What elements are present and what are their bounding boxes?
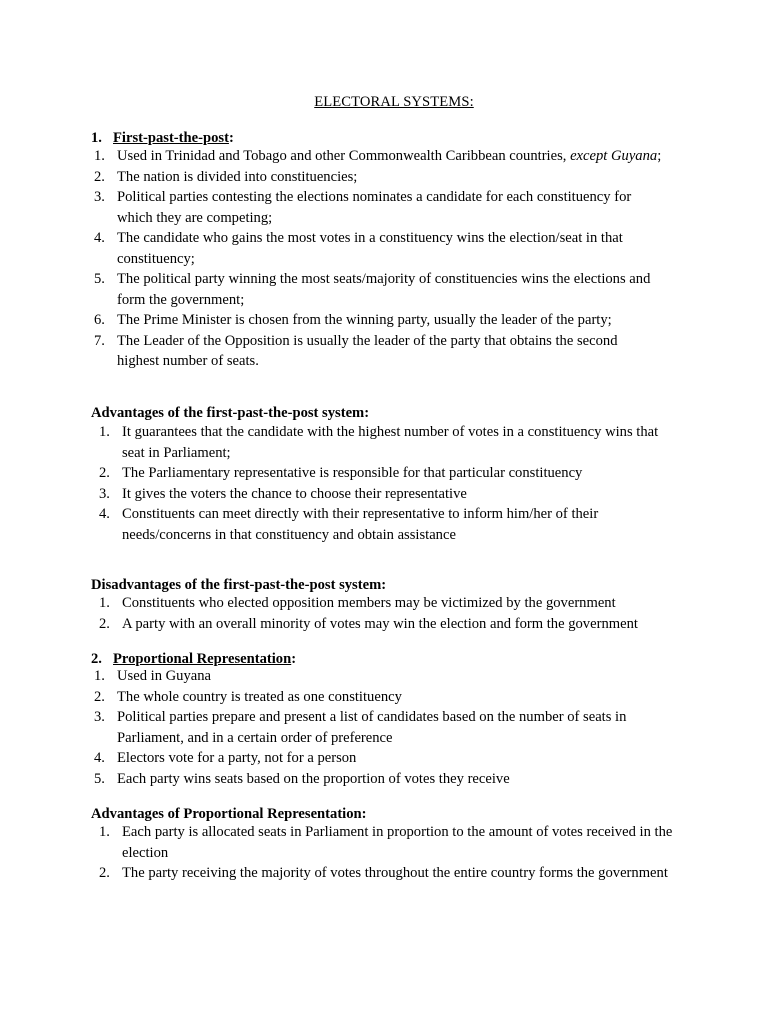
item-text: Political parties prepare and present a list of candidates based on the number of seats in Parliament, and in a certain order of preference (117, 709, 627, 746)
list-item (99, 504, 682, 545)
section1-title: First-past-the-post (113, 130, 229, 146)
list-item (94, 167, 662, 188)
item-text: The candidate who gains the most votes in a constituency wins the election/seat in that constituency; (117, 230, 623, 267)
item-number: 1. (99, 595, 110, 611)
item-text: It guarantees that the candidate with the highest number of votes in a constituency wins that seat in Parliament; (122, 424, 659, 461)
item-text: The Prime Minister is chosen from the winning party, usually the leader of the party; (117, 312, 612, 328)
section2-number: 2. (91, 651, 102, 667)
list-item (94, 666, 662, 687)
item-text: The Leader of the Opposition is usually the leader of the party that obtains the second highest number of seats. (117, 332, 618, 369)
item-text: Constituents who elected opposition members may be victimized by the government (122, 595, 616, 611)
item-text: The party receiving the majority of votes throughout the entire country forms the government (122, 865, 668, 881)
list-item (94, 687, 662, 708)
section1-colon: : (228, 130, 234, 146)
item-number: 3. (94, 709, 105, 725)
item-text: Each party wins seats based on the proportion of votes they receive (117, 770, 510, 787)
item-text: The whole country is treated as one constituency (117, 688, 402, 705)
section1-heading (91, 130, 234, 147)
list-item (94, 769, 662, 790)
list-item (99, 422, 682, 463)
item-number: 2. (94, 688, 105, 705)
item-number: 1. (99, 824, 110, 840)
section1-list (94, 146, 662, 372)
adv2-heading: Advantages of Proportional Representation: (91, 806, 367, 822)
list-item (94, 707, 662, 748)
list-item (99, 822, 682, 863)
item-text: The political party winning the most seats/majority of constituencies wins the elections and form the government; (117, 271, 651, 308)
page-title: ELECTORAL SYSTEMS: (314, 94, 474, 110)
list-item (94, 310, 662, 331)
section1-number: 1. (91, 130, 102, 146)
list-item (94, 748, 662, 769)
adv1-heading: Advantages of the first-past-the-post system: (91, 405, 370, 421)
item-emphasis: except Guyana (570, 148, 658, 164)
list-item (99, 593, 702, 614)
adv1-list (99, 422, 682, 545)
item-text: The Parliamentary representative is responsible for that particular constituency (122, 465, 583, 481)
item-number: 3. (99, 485, 110, 502)
section2-title: Proportional Representation (113, 651, 292, 667)
list-item (99, 484, 682, 505)
item-number: 2. (94, 168, 105, 185)
item-text: Constituents can meet directly with their representative to inform him/her of their needs/concerns in that constituency and obtain assistance (122, 506, 599, 543)
item-text: Electors vote for a party, not for a person (117, 750, 357, 766)
item-text: It gives the voters the chance to choose their representative (122, 485, 467, 502)
item-number: 5. (94, 271, 105, 287)
item-text: Political parties contesting the elections nominates a candidate for each constituency for which they are competing; (117, 189, 632, 226)
item-number: 7. (94, 332, 105, 349)
list-item (99, 863, 682, 884)
list-item (94, 331, 662, 372)
section2-colon: : (291, 651, 297, 667)
item-number: 3. (94, 189, 105, 205)
list-item (99, 614, 702, 635)
item-text: Each party is allocated seats in Parliament in proportion to the amount of votes received in the election (122, 824, 673, 861)
dis1-list (99, 593, 702, 634)
item-number: 6. (94, 312, 105, 328)
list-item (94, 187, 662, 228)
item-number: 2. (99, 615, 110, 632)
item-number: 1. (99, 424, 110, 440)
item-number: 2. (99, 865, 110, 881)
section2-list (94, 666, 662, 789)
list-item (94, 228, 662, 269)
item-text: Used in Guyana (117, 668, 212, 684)
list-item (94, 269, 662, 310)
item-text: Used in Trinidad and Tobago and other Commonwealth Caribbean countries, (117, 148, 571, 164)
list-item (99, 463, 682, 484)
item-number: 1. (94, 668, 105, 684)
item-text: A party with an overall minority of votes may win the election and form the government (122, 615, 638, 632)
item-number: 1. (94, 148, 105, 164)
dis1-heading: Disadvantages of the first-past-the-post system: (91, 577, 387, 593)
item-number: 4. (99, 506, 110, 522)
item-text: The nation is divided into constituencies; (117, 168, 358, 185)
list-item (94, 146, 662, 167)
item-number: 4. (94, 750, 105, 766)
adv2-list (99, 822, 682, 884)
item-number: 4. (94, 230, 105, 246)
item-number: 2. (99, 465, 110, 481)
item-number: 5. (94, 770, 105, 787)
item-tail: ; (657, 148, 662, 164)
